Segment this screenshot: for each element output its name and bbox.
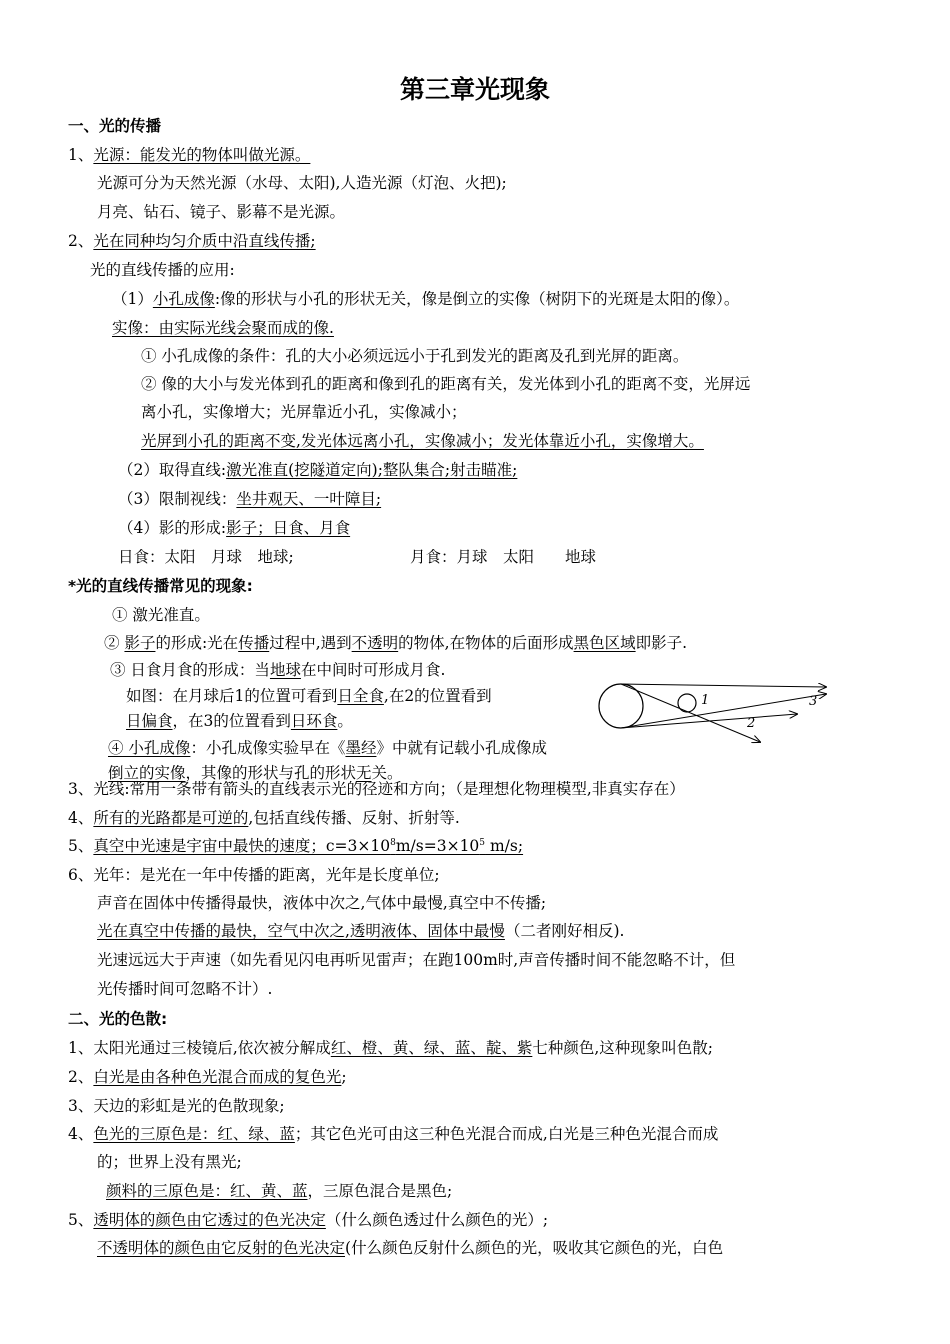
p-term: 影子 bbox=[124, 634, 156, 652]
position-label-1: 1 bbox=[701, 693, 710, 708]
position-label-3: 3 bbox=[809, 694, 818, 709]
item-2-line bbox=[68, 231, 316, 251]
phenomenon-pinhole bbox=[108, 738, 547, 758]
limit-examples: 坐井观天、一叶障目; bbox=[236, 490, 382, 508]
p-term: ④ 小孔成像 bbox=[108, 739, 191, 757]
dispersion-item-4 bbox=[68, 1124, 718, 1144]
item-number: 1、 bbox=[68, 1039, 94, 1057]
light-source-definition: 光源：能发光的物体叫做光源。 bbox=[93, 146, 311, 164]
solar-eclipse-order: 日食：太阳 月球 地球; bbox=[118, 548, 294, 566]
common-phenomena-heading: *光的直线传播常见的现象: bbox=[68, 577, 253, 595]
item-number: 2、 bbox=[68, 232, 94, 250]
light-speed-note: （二者刚好相反). bbox=[504, 922, 625, 940]
p-term: 墨经 bbox=[345, 739, 377, 757]
p-text: 。 bbox=[337, 712, 353, 730]
image-size-rule-cont: 离小孔，实像增大；光屏靠近小孔，实像减小； bbox=[141, 403, 467, 421]
p-text: ,在2的位置看到 bbox=[383, 687, 492, 705]
light-source-types: 光源可分为天然光源（水母、太阳),人造光源（灯泡、火把); bbox=[97, 174, 507, 192]
prism-text: 太阳光通过三棱镜后,依次被分解成 bbox=[93, 1039, 331, 1057]
primary-light-colors: 色光的三原色是：红、绿、蓝 bbox=[93, 1125, 295, 1143]
shadow-label: （4）影的形成: bbox=[118, 519, 227, 537]
dispersion-item-1 bbox=[68, 1038, 713, 1058]
pinhole-condition: ① 小孔成像的条件：孔的大小必须远远小于孔到发光的距离及孔到光屏的距离。 bbox=[141, 347, 689, 365]
item-3-line bbox=[68, 779, 685, 799]
p-term: 地球 bbox=[269, 661, 301, 679]
item-number: 6、 bbox=[68, 866, 94, 884]
page-title: 第三章光现象 bbox=[399, 75, 550, 104]
opaque-color-rule: 不透明体的颜色由它反射的色光决定 bbox=[97, 1239, 346, 1257]
shadow-examples: 影子；日食、月食 bbox=[226, 519, 351, 537]
item-number: 3、 bbox=[68, 780, 94, 798]
light-vs-sound-cont: 光传播时间可忽略不计）. bbox=[97, 980, 273, 998]
p-term: 日环食 bbox=[290, 712, 338, 730]
p-term: 日全食 bbox=[337, 687, 384, 705]
rainbow-text: 天边的彩虹是光的色散现象; bbox=[93, 1097, 285, 1115]
pigment-mixing-text: ，三原色混合是黑色; bbox=[307, 1182, 453, 1200]
pinhole-term: 小孔成像 bbox=[152, 290, 215, 308]
p-text: 的物体,在物体的后面形成 bbox=[398, 634, 574, 652]
item-number: 4、 bbox=[68, 1125, 94, 1143]
p-text: 即影子. bbox=[635, 634, 688, 652]
real-image-line bbox=[112, 318, 334, 338]
limit-label: （3）限制视线： bbox=[118, 490, 237, 508]
pigment-primary-colors: 颜料的三原色是：红、黄、蓝 bbox=[106, 1182, 308, 1200]
item-1-line bbox=[68, 145, 310, 165]
item-number: 4、 bbox=[68, 809, 94, 827]
p-text: 在中间时可形成月食. bbox=[300, 661, 446, 679]
item-number: 3、 bbox=[68, 1097, 94, 1115]
limit-vision bbox=[118, 489, 381, 509]
opaque-color-note: (什么颜色反射什么颜色的光，吸收其它颜色的光，白色 bbox=[345, 1239, 724, 1257]
phenomenon-eclipse bbox=[110, 660, 445, 680]
transparent-color-note: （什么颜色透过什么颜色的光）; bbox=[325, 1211, 549, 1229]
dispersion-item-5 bbox=[68, 1210, 548, 1230]
speed-text: m/s; bbox=[485, 837, 524, 855]
image-size-rule-2 bbox=[141, 431, 704, 451]
shadow-formation bbox=[118, 518, 350, 538]
item-number: 5、 bbox=[68, 837, 94, 855]
non-light-sources: 月亮、钻石、镜子、影幕不是光源。 bbox=[97, 203, 346, 221]
reversibility-detail: ,包括直线传播、反射、折射等. bbox=[248, 809, 460, 827]
image-size-rule-2-text: 光屏到小孔的距离不变,发光体远离小孔，实像减小；发光体靠近小孔，实像增大。 bbox=[141, 432, 704, 450]
section-heading-propagation: 一、光的传播 bbox=[68, 117, 162, 135]
p-text: 关。 bbox=[371, 764, 403, 782]
eclipse-diagram bbox=[595, 672, 835, 757]
light-speed-media bbox=[97, 921, 624, 941]
straight-line-propagation: 光在同种均匀介质中沿直线传播; bbox=[93, 232, 316, 250]
light-ray bbox=[621, 714, 797, 728]
position-label-2: 2 bbox=[747, 716, 756, 731]
pinhole-line bbox=[112, 289, 739, 309]
pinhole-number: （1） bbox=[112, 290, 153, 308]
light-speed-ordering: 光在真空中传播的最快，空气中次之,透明液体、固体中最慢 bbox=[97, 922, 505, 940]
item-6-line bbox=[68, 865, 440, 885]
p-text: ，在3的位置看到 bbox=[172, 712, 291, 730]
item-number: 2、 bbox=[68, 1068, 94, 1086]
p-text: ，其像的形状与孔的形状 bbox=[185, 764, 357, 782]
speed-of-light bbox=[93, 837, 523, 855]
item-number: 5、 bbox=[68, 1211, 94, 1229]
use-label: （2）取得直线: bbox=[118, 461, 227, 479]
p-term: 传播 bbox=[238, 634, 270, 652]
punct: ; bbox=[341, 1068, 347, 1086]
pigment-primaries bbox=[106, 1181, 452, 1201]
speed-text: m/s=3×10 bbox=[395, 837, 480, 855]
use-examples: 激光准直(挖隧道定向);整队集合;射击瞄准; bbox=[226, 461, 518, 479]
eclipse-figure-text-2 bbox=[126, 711, 353, 731]
item-number: 1、 bbox=[68, 146, 94, 164]
p-term: 日偏食 bbox=[126, 712, 173, 730]
light-vs-sound: 光速远远大于声速（如先看见闪电再听见雷声；在跑100m时,声音传播时间不能忽略不计，但 bbox=[97, 951, 736, 969]
dispersion-item-2 bbox=[68, 1067, 347, 1087]
white-light: 白光是由各种色光混合而成的复色光 bbox=[93, 1068, 342, 1086]
image-size-rule: ② 像的大小与发光体到孔的距离和像到孔的距离有关，发光体到小孔的距离不变，光屏远 bbox=[141, 375, 751, 393]
reversibility: 所有的光路都是可逆的 bbox=[93, 809, 249, 827]
exponent: 8 bbox=[390, 838, 396, 848]
p-text: 的形成:光在 bbox=[155, 634, 239, 652]
speed-text: 真空中光速是宇宙中最快的速度；c=3×10 bbox=[93, 837, 391, 855]
exponent: 5 bbox=[479, 838, 486, 848]
real-image-definition: 实像：由实际光线会聚而成的像. bbox=[112, 319, 334, 337]
p-text: 过程中,遇到 bbox=[269, 634, 352, 652]
eclipse-figure-text bbox=[126, 686, 492, 706]
p-text: 如图：在月球后1的位置可看到 bbox=[126, 687, 338, 705]
seven-colors: 红、橙、黄、绿、蓝、靛、紫 bbox=[330, 1039, 533, 1057]
p-term: 无 bbox=[356, 764, 372, 782]
lunar-eclipse-order: 月食：月球 太阳 地球 bbox=[410, 548, 597, 566]
light-ray-definition: 光线:常用一条带有箭头的直线表示光的径迹和方向；（是理想化物理模型,非真实存在） bbox=[93, 780, 685, 798]
p-text: ③ 日食月食的形成：当 bbox=[110, 661, 270, 679]
section-heading-dispersion: 二、光的色散: bbox=[68, 1010, 168, 1028]
applications-heading: 光的直线传播的应用: bbox=[90, 261, 235, 279]
dispersion-text: 七种颜色,这种现象叫色散; bbox=[532, 1039, 713, 1057]
item-4-line bbox=[68, 808, 460, 828]
straight-line-use bbox=[118, 460, 517, 480]
light-ray bbox=[621, 684, 826, 687]
pinhole-description: :像的形状与小孔的形状无关，像是倒立的实像（树阴下的光斑是太阳的像）。 bbox=[214, 290, 740, 308]
no-black-light: 的；世界上没有黑光; bbox=[97, 1153, 242, 1171]
opaque-color-rule-line bbox=[97, 1238, 723, 1258]
light-ray bbox=[621, 694, 826, 728]
p-num: ② bbox=[104, 634, 125, 652]
dispersion-item-3 bbox=[68, 1096, 285, 1116]
phenomenon-laser: ① 激光准直。 bbox=[112, 606, 210, 624]
sound-speed-media: 声音在固体中传播得最快，液体中次之,气体中最慢,真空中不传播; bbox=[97, 894, 547, 912]
item-5-line bbox=[68, 836, 523, 856]
p-term: 倒立的实像 bbox=[108, 764, 186, 782]
p-term: 黑色区域 bbox=[573, 634, 636, 652]
phenomenon-shadow bbox=[104, 633, 687, 653]
light-year-definition: 光年：是光在一年中传播的距离，光年是长度单位; bbox=[93, 866, 440, 884]
p-term: 不透明 bbox=[351, 634, 399, 652]
transparent-color-rule: 透明体的颜色由它透过的色光决定 bbox=[93, 1211, 326, 1229]
light-mixing-text: ；其它色光可由这三种色光混合而成,白光是三种色光混合而成 bbox=[294, 1125, 719, 1143]
p-text: 》中就有记载小孔成像成 bbox=[376, 739, 547, 757]
p-text: ：小孔成像实验早在《 bbox=[190, 739, 346, 757]
